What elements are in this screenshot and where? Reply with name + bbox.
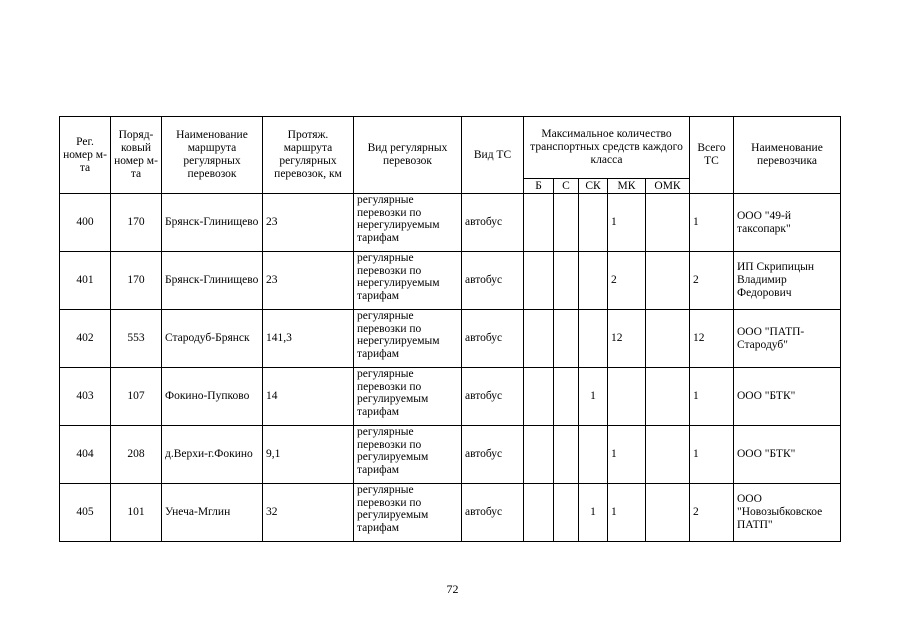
route-name-cell: Брянск-Глинищево [162,194,263,252]
length-cell: 14 [263,368,354,426]
class-b-cell [524,426,554,484]
vehicle-type-cell: автобус [462,194,524,252]
seq-num-cell: 170 [111,252,162,310]
class-sk-cell [579,194,608,252]
class-mk-cell: 12 [608,310,646,368]
route-name-cell: Фокино-Пупково [162,368,263,426]
seq-num-cell: 170 [111,194,162,252]
class-sk-cell [579,310,608,368]
class-b-cell [524,194,554,252]
class-s-cell [554,368,579,426]
header-row [60,117,841,179]
route-name-cell: Стародуб-Брянск [162,310,263,368]
class-omk-cell [646,426,690,484]
total-cell: 1 [690,194,734,252]
length-cell: 32 [263,484,354,542]
header-route-name: Наименование маршрута регулярных перевозок [162,117,263,194]
class-mk-cell: 2 [608,252,646,310]
reg-num-cell: 403 [60,368,111,426]
carrier-cell: ООО "ПАТП-Стародуб" [734,310,841,368]
transport-kind-cell: регулярные перевозки по регулируемым тарифам [354,484,462,542]
header-reg-num: Рег. номер м-та [60,117,111,194]
header-max-vehicles: Максимальное количество транспортных средств каждого класса [524,117,690,179]
page-number: 72 [446,582,459,596]
seq-num-cell: 553 [111,310,162,368]
class-mk-cell: 1 [608,426,646,484]
class-b-cell [524,252,554,310]
route-name-cell: Унеча-Мглин [162,484,263,542]
header-seq-num: Поряд-ковый номер м-та [111,117,162,194]
transport-kind-cell: регулярные перевозки по регулируемым тарифам [354,368,462,426]
length-cell: 141,3 [263,310,354,368]
class-b-cell [524,484,554,542]
reg-num-cell: 402 [60,310,111,368]
header-vehicle-type: Вид ТС [462,117,524,194]
total-cell: 12 [690,310,734,368]
reg-num-cell: 404 [60,426,111,484]
class-s-cell [554,426,579,484]
class-mk-cell: 1 [608,194,646,252]
class-mk-cell [608,368,646,426]
class-omk-cell [646,368,690,426]
header-total: Всего ТС [690,117,734,194]
seq-num-cell: 107 [111,368,162,426]
header-transport-kind: Вид регулярных перевозок [354,117,462,194]
seq-num-cell: 101 [111,484,162,542]
class-b-cell [524,310,554,368]
class-b-cell [524,368,554,426]
vehicle-type-cell: автобус [462,484,524,542]
table-row [60,194,841,252]
header-class-omk: ОМК [646,179,690,194]
vehicle-type-cell: автобус [462,252,524,310]
carrier-cell: ООО "БТК" [734,368,841,426]
transport-kind-cell: регулярные перевозки по нерегулируемым тарифам [354,310,462,368]
length-cell: 9,1 [263,426,354,484]
header-length: Протяж. маршрута регулярных перевозок, км [263,117,354,194]
transport-kind-cell: регулярные перевозки по нерегулируемым тарифам [354,194,462,252]
table-row [60,484,841,542]
class-omk-cell [646,252,690,310]
table-row [60,426,841,484]
total-cell: 2 [690,252,734,310]
reg-num-cell: 400 [60,194,111,252]
class-sk-cell [579,426,608,484]
table-row [60,368,841,426]
length-cell: 23 [263,252,354,310]
header-carrier: Наименование перевозчика [734,117,841,194]
route-name-cell: д.Верхи-г.Фокино [162,426,263,484]
carrier-cell: ООО "49-й таксопарк" [734,194,841,252]
route-name-cell: Брянск-Глинищево [162,252,263,310]
vehicle-type-cell: автобус [462,426,524,484]
class-sk-cell: 1 [579,484,608,542]
total-cell: 1 [690,426,734,484]
class-sk-cell [579,252,608,310]
transport-kind-cell: регулярные перевозки по нерегулируемым тарифам [354,252,462,310]
seq-num-cell: 208 [111,426,162,484]
vehicle-type-cell: автобус [462,310,524,368]
reg-num-cell: 401 [60,252,111,310]
total-cell: 2 [690,484,734,542]
class-mk-cell: 1 [608,484,646,542]
class-s-cell [554,252,579,310]
total-cell: 1 [690,368,734,426]
carrier-cell: ООО "БТК" [734,426,841,484]
class-s-cell [554,310,579,368]
reg-num-cell: 405 [60,484,111,542]
transport-kind-cell: регулярные перевозки по регулируемым тарифам [354,426,462,484]
vehicle-type-cell: автобус [462,368,524,426]
routes-table [59,116,841,542]
carrier-cell: ИП Скрипицын Владимир Федорович [734,252,841,310]
class-omk-cell [646,194,690,252]
carrier-cell: ООО "Новозыбковское ПАТП" [734,484,841,542]
header-class-mk: МК [608,179,646,194]
class-omk-cell [646,484,690,542]
header-class-b: Б [524,179,554,194]
class-sk-cell: 1 [579,368,608,426]
length-cell: 23 [263,194,354,252]
table-row [60,252,841,310]
header-class-sk: СК [579,179,608,194]
class-omk-cell [646,310,690,368]
table-row [60,310,841,368]
class-s-cell [554,194,579,252]
header-class-s: С [554,179,579,194]
class-s-cell [554,484,579,542]
